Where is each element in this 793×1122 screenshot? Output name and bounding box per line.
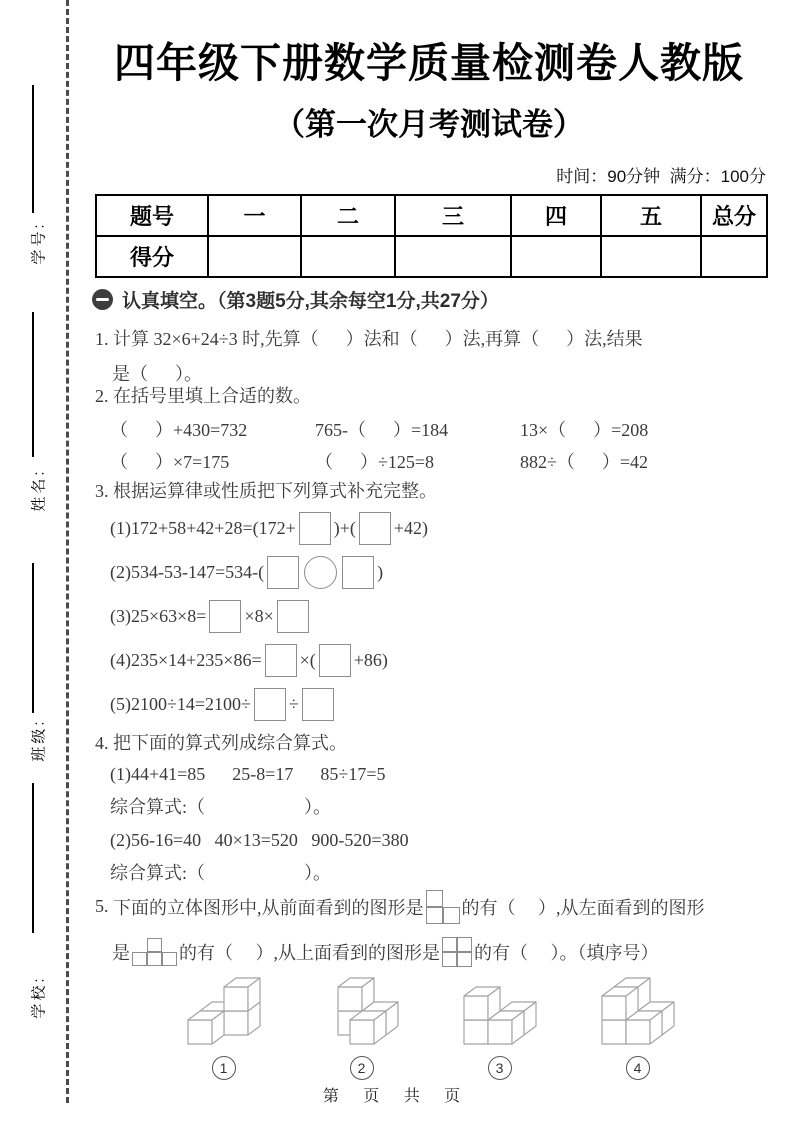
shape-cell <box>426 907 443 924</box>
equation-part: ÷ <box>288 693 299 714</box>
score-cell-1 <box>208 236 301 277</box>
sidebar-label-school: 学校: <box>30 975 48 1019</box>
paper-title: 四年级下册数学质量检测卷人教版 <box>114 40 744 86</box>
equation: 882÷（ ）=42 <box>520 452 649 472</box>
answer-box <box>299 512 331 545</box>
question-5-text: 的有（ ）,从左面看到的图形 <box>461 897 705 918</box>
question-5-text: 是 <box>112 942 130 963</box>
score-cell-2 <box>301 236 395 277</box>
score-header-section-3: 三 <box>395 195 511 236</box>
score-cell-5 <box>601 236 701 277</box>
figure-label-2: 2 <box>350 1056 374 1080</box>
shape-cell <box>147 938 162 952</box>
question-5-number: 5. <box>95 896 109 916</box>
front-view-shape <box>426 890 460 924</box>
equation: （ ）+430=732 <box>110 420 248 440</box>
question-2-number: 2. <box>95 386 109 406</box>
shape-cell <box>443 907 460 924</box>
equation-part: +86) <box>353 649 388 670</box>
score-cell-total <box>701 236 767 277</box>
question-2-equation-row-2 <box>95 446 775 478</box>
question-1-text: 计算 32×6+24÷3 时,先算（ ）法和（ ）法,再算（ ）法,结果 <box>113 329 643 349</box>
isometric-cubes-icon <box>456 974 544 1048</box>
question-2-equation-row-1 <box>95 414 775 446</box>
equation: （ ）×7=175 <box>110 452 230 472</box>
shape-cell <box>162 952 177 966</box>
question-3 <box>95 476 775 726</box>
question-4-answer-line-1: 综合算式:（ ）。 <box>110 797 332 817</box>
answer-box <box>277 600 309 633</box>
equation-part: ×( <box>299 649 316 670</box>
question-3-title-line <box>95 476 775 506</box>
top-view-shape <box>442 937 472 967</box>
sidebar-label-student-id: 学号: <box>30 221 48 265</box>
isometric-cubes-icon <box>180 974 268 1048</box>
equation-part: +42) <box>393 517 429 538</box>
question-5 <box>95 884 775 974</box>
question-3-item-5 <box>95 682 775 726</box>
score-header-total: 总分 <box>701 195 767 236</box>
question-5-text: 下面的立体图形中,从前面看到的图形是 <box>113 897 424 918</box>
answer-box <box>209 600 241 633</box>
question-4 <box>95 728 775 890</box>
section-1-header <box>92 286 499 313</box>
page-footer: 第 页 共 页 <box>322 1088 471 1105</box>
equation: 13×（ ）=208 <box>520 420 649 440</box>
exam-time-score-info: 时间：90分钟 满分：100分 <box>556 167 766 186</box>
cube-figure-4 <box>594 974 682 1080</box>
answer-box <box>254 688 286 721</box>
shape-cell <box>132 952 147 966</box>
answer-box <box>319 644 351 677</box>
question-5-text: 的有（ ）。（填序号） <box>474 942 659 963</box>
score-row-label: 得分 <box>96 236 208 277</box>
equation-part: )+( <box>333 517 356 538</box>
question-4-item-2: (2)56-16=40 40×13=520 900-520=380 <box>110 830 409 850</box>
binding-dashed-line <box>66 0 69 1103</box>
question-3-text: 根据运算律或性质把下列算式补充完整。 <box>113 481 437 501</box>
shape-cell <box>457 952 472 967</box>
score-cell-4 <box>511 236 601 277</box>
sidebar-label-class: 班级: <box>30 718 48 762</box>
question-5-line-2 <box>95 929 775 974</box>
equation-part: (1)172+58+42+28=(172+ <box>110 517 296 538</box>
score-table-header-row <box>96 195 767 236</box>
paper-subtitle: （第一次月考测试卷） <box>274 107 584 142</box>
school-writing-line <box>32 783 34 933</box>
isometric-cubes-icon <box>318 974 406 1048</box>
question-4-item-1: (1)44+41=85 25-8=17 85÷17=5 <box>110 764 386 784</box>
question-3-number: 3. <box>95 481 109 501</box>
equation-part: (5)2100÷14=2100÷ <box>110 693 251 714</box>
cube-figures-row <box>95 974 766 1080</box>
question-1-line-1 <box>95 322 775 357</box>
shape-cell <box>442 937 457 952</box>
score-header-question-no: 题号 <box>96 195 208 236</box>
equation-part: (2)534-53-147=534-( <box>110 561 265 582</box>
operator-circle <box>304 556 337 589</box>
answer-box <box>302 688 334 721</box>
shape-cell <box>442 952 457 967</box>
question-4-title-line <box>95 728 775 758</box>
figure-label-3: 3 <box>488 1056 512 1080</box>
score-cell-3 <box>395 236 511 277</box>
equation-part: ×8× <box>244 605 274 626</box>
shape-cell <box>426 890 443 907</box>
answer-box <box>359 512 391 545</box>
answer-box <box>265 644 297 677</box>
shape-cell <box>457 937 472 952</box>
question-1-line-2: 是（ ）。 <box>112 364 202 384</box>
name-writing-line <box>32 312 34 457</box>
question-1-number: 1. <box>95 329 109 349</box>
figure-label-4: 4 <box>626 1056 650 1080</box>
question-2-title-line <box>95 379 775 414</box>
score-header-section-4: 四 <box>511 195 601 236</box>
question-4-text: 把下面的算式列成综合算式。 <box>113 733 347 753</box>
score-header-section-1: 一 <box>208 195 301 236</box>
equation-part: ) <box>377 561 384 582</box>
sidebar-label-name: 姓名: <box>30 468 48 512</box>
question-5-text: 的有（ ）,从上面看到的图形是 <box>179 942 440 963</box>
equation: （ ）÷125=8 <box>315 452 435 472</box>
score-header-section-5: 五 <box>601 195 701 236</box>
section-one-circle-icon <box>92 289 113 310</box>
shape-cell <box>147 952 162 966</box>
section-1-title: 认真填空。（第3题5分,其余每空1分,共27分） <box>122 291 499 312</box>
cube-figure-3 <box>456 974 544 1080</box>
score-table-score-row <box>96 236 767 277</box>
equation-part: (3)25×63×8= <box>110 605 207 626</box>
student-id-writing-line <box>32 85 34 213</box>
score-table <box>95 194 768 278</box>
isometric-cubes-icon <box>594 974 682 1048</box>
section-one-dash-glyph <box>96 298 109 301</box>
question-3-item-3 <box>95 594 775 638</box>
question-4-answer-line-2: 综合算式:（ ）。 <box>110 863 332 883</box>
question-2 <box>95 379 775 478</box>
class-writing-line <box>32 563 34 713</box>
question-3-item-2 <box>95 550 775 594</box>
equation: 765-（ ）=184 <box>315 420 449 440</box>
question-5-line-1 <box>95 884 775 929</box>
answer-box <box>342 556 374 589</box>
question-3-item-4 <box>95 638 775 682</box>
answer-box <box>267 556 299 589</box>
cube-figure-2 <box>318 974 406 1080</box>
left-view-shape <box>132 938 177 966</box>
question-3-item-1 <box>95 506 775 550</box>
cube-figure-1 <box>180 974 268 1080</box>
score-header-section-2: 二 <box>301 195 395 236</box>
figure-label-1: 1 <box>212 1056 236 1080</box>
question-4-number: 4. <box>95 733 109 753</box>
equation-part: (4)235×14+235×86= <box>110 649 262 670</box>
question-2-text: 在括号里填上合适的数。 <box>113 386 311 406</box>
